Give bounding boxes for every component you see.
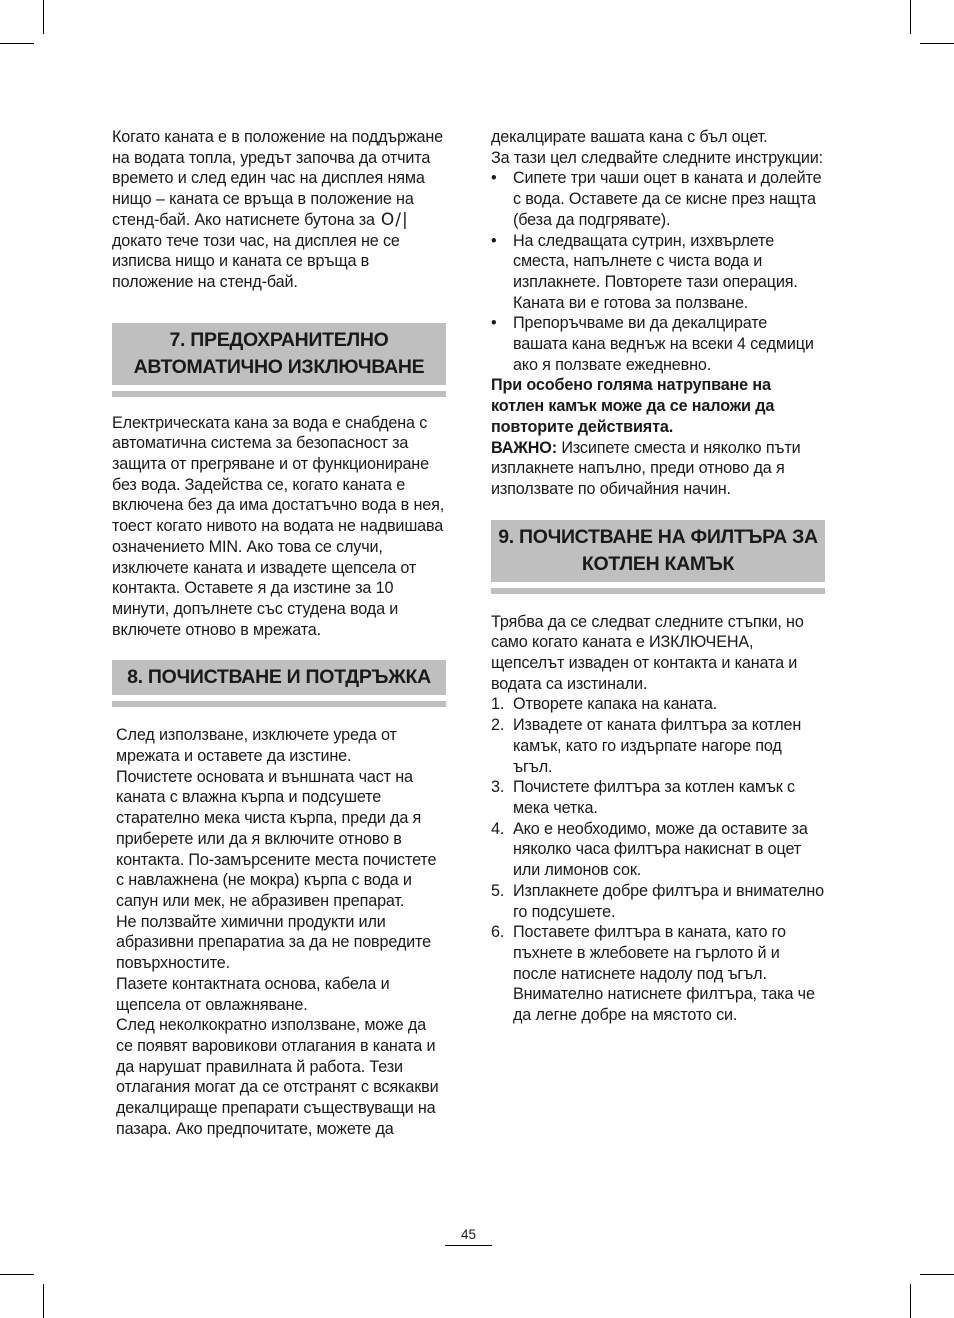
- bullet-mark: •: [491, 314, 497, 333]
- section-9-heading: [491, 520, 825, 588]
- filter-steps: [491, 694, 825, 1025]
- descaling-bullets: [491, 168, 825, 375]
- section-9-title-line2: КОТЛЕН КАМЪК: [581, 552, 735, 575]
- section-8-p3: Не ползвайте химични продукти или абразивни препаратиа за да не повредите повърхностите.: [116, 912, 431, 973]
- intro-text-after: докато тече този час, на дисплея не се изписва нищо и каната се връща в положение на стенд-бай.: [112, 231, 400, 291]
- list-item: 2. Извадете от каната филтъра за котлен камък, като го издърпате нагоре под ъгъл.: [491, 716, 802, 776]
- left-column: [112, 127, 446, 1139]
- list-item: 6. Поставете филтъра в каната, като го пъхнете в жлебовете на гърлото й и после натиснете надолу под ъгъл. Внимателно натиснете филтъра, така че да легне добре на мястото си.: [491, 923, 815, 1025]
- list-item: 1. Отворете капака на каната.: [491, 695, 718, 714]
- list-item: 3. Почистете филтъра за котлен камък с мека четка.: [491, 778, 796, 817]
- section-8-title: 8. ПОЧИСТВАНЕ И ПОТДРЪЖКА: [127, 666, 431, 689]
- section-9-title-line1: 9. ПОЧИСТВАНЕ НА ФИЛТЪРА ЗА: [498, 525, 818, 548]
- list-item: 4. Ако е необходимо, може да оставите за няколко часа филтъра накиснат в оцет или лимонов сок.: [491, 819, 808, 880]
- section-7-text: Електрическата кана за вода е снабдена с автоматична система за безопасност за защита от прегряване и от функциониране без вода. Задейства се, когато каната е включена без да има достатъчно вода в нея, тоест когато нивото на водата не надвишава означението MIN. Ако това се случи, изключете каната и извадете щепсела от контакта. Оставете я да изстине за 10 минути, допълнете със студена вода и включете отново в мрежата.: [112, 413, 445, 639]
- bold-note: При особено голяма натрупване на котлен камък може да се наложи да повторите действията.: [491, 376, 775, 436]
- crop-mark: [920, 1274, 954, 1275]
- intro-text-before: Когато каната е в положение на поддържане на водата топла, уредът започва да отчита времето и след един час на дисплея няма нищо – каната се връща в положение на стенд-бай. Ако натиснете бутона за: [112, 128, 444, 229]
- section-8-p1: След използване, изключете уреда от мрежата и оставете да изстине.: [116, 726, 397, 766]
- instructions-intro: За тази цел следвайте следните инструкции:: [491, 148, 823, 167]
- important-label: ВАЖНО:: [491, 438, 557, 457]
- bullet-mark: •: [491, 169, 497, 188]
- crop-mark: [0, 43, 34, 44]
- section-7-heading: [112, 323, 446, 391]
- crop-mark: [43, 1284, 44, 1318]
- continued-line: декалцирате вашата кана с бъл оцет.: [491, 128, 768, 146]
- intro-paragraph: [112, 127, 446, 293]
- list-item: • На следващата сутрин, изхвърлете сместа, напълнете с чиста вода и изплакнете. Повторете тази операция. Каната ви е готова за ползване.: [491, 231, 798, 312]
- page-number: 45: [445, 1227, 492, 1246]
- power-button-icon: O/|: [380, 209, 409, 230]
- important-note: [491, 438, 825, 500]
- section-7-title-line2: АВТОМАТИЧНО ИЗКЛЮЧВАНЕ: [133, 355, 425, 378]
- bullet-mark: •: [491, 231, 497, 250]
- crop-mark: [43, 0, 44, 34]
- list-item: • Сипете три чаши оцет в каната и долейте с вода. Оставете да се кисне през нащта (беза да подгрявате).: [491, 169, 822, 229]
- right-column: [491, 127, 825, 1026]
- section-9-intro: Трябва да се следват следните стъпки, но само когато каната е ИЗКЛЮЧЕНА, щепселът изваден от контакта и каната и водата са изстинали.: [491, 612, 804, 693]
- important-text: Изсипете сместа и няколко пъти изплакнете напълно, преди отново да я използвате по обичайния начин.: [491, 438, 801, 498]
- list-item: 5. Изплакнете добре филтъра и внимателно го подсушете.: [491, 881, 824, 921]
- section-8-heading: [112, 660, 446, 701]
- crop-mark: [0, 1274, 34, 1275]
- section-7-title-line1: 7. ПРЕДОХРАНИТЕЛНО: [169, 328, 389, 351]
- section-8-p4: Пазете контактната основа, кабела и щепсела от овлажняване.: [116, 974, 390, 1014]
- section-8-p5: След неколкократно използване, може да се появят варовикови отлагания в каната и да нарушат правилната й работа. Тези отлагания могат да се отстранят с всякакви декалциращe препарати съществуващи на пазара. Ако предпочитате, можете да: [116, 1016, 439, 1138]
- section-8-p2: Почистете основата и външната част на каната с влажна кърпа и подсушете старателно мека чиста кърпа, преди да я приберете или да я включите отново в контакта. По-замърсените места почистете с навлажнена (не мокра) кърпа с вода и сапун или мек, не абразивен препарат.: [116, 767, 437, 910]
- list-item: • Препоръчваме ви да декалцирате вашата кана веднъж на всеки 4 седмици ако я ползвате ежедневно.: [491, 314, 814, 374]
- crop-mark: [910, 0, 911, 34]
- crop-mark: [910, 1284, 911, 1318]
- crop-mark: [920, 43, 954, 44]
